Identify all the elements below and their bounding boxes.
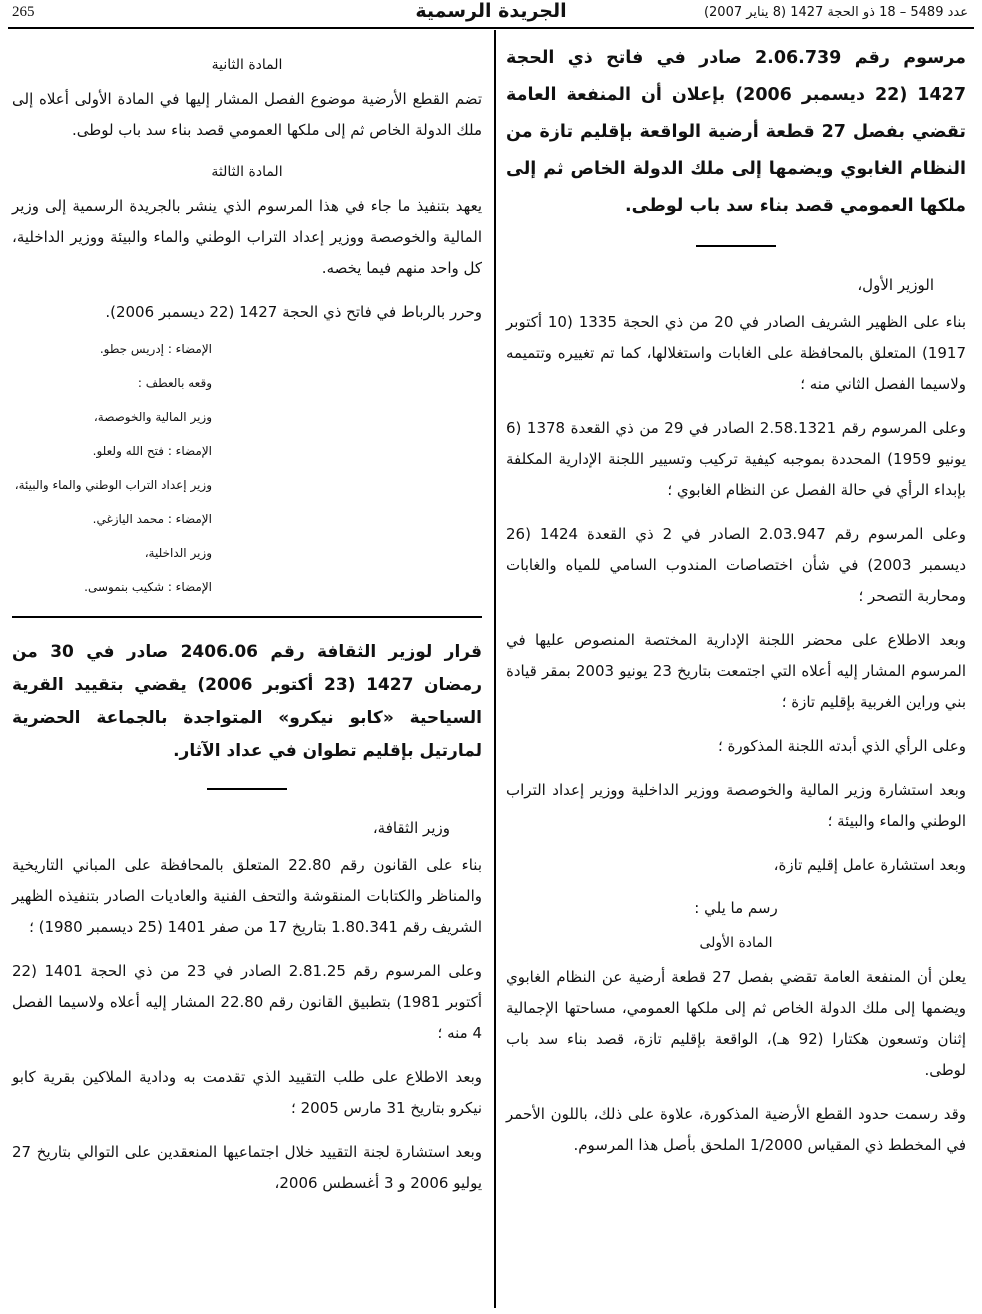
prime-minister-signature: الإمضاء : إدريس جطو.	[99, 342, 212, 356]
article-1-paragraph: يعلن أن المنفعة العامة تقضي بفصل 27 قطعة أرضية عن النظام الغابوي ويضمها إلى ملك الدولة الخاص ثم إلى ملكها العمومي، مساحتها الإجمالية إثنان وتسعون هكتارا (92 هـ)، الواقعة بإقليم تازة، قصد بناء سد باب لوطى.	[506, 968, 966, 1079]
title-separator	[696, 245, 776, 247]
signature-block	[12, 341, 482, 596]
journal-title: الجريدة الرسمية	[415, 0, 567, 22]
signatory-minister: وزير المالية والخوصصة،	[93, 410, 212, 424]
article-3-text: يعهد بتنفيذ ما جاء في هذا المرسوم الذي ينشر بالجريدة الرسمية إلى وزير المالية والخوصصة ووزير إعداد التراب الوطني والماء والبيئة ووزير الداخلية، كل واحد منهم فيما يخصه.	[12, 197, 482, 277]
page-header	[0, 0, 982, 30]
signatory-sign: الإمضاء : شكيب بنموسى.	[84, 580, 212, 594]
decision-paragraph: وبعد استشارة لجنة التقييد خلال اجتماعيها المنعقدين على التوالي بتاريخ 27 يوليو 2006 و 3 أغسطس 2006،	[12, 1143, 482, 1192]
decree-title: مرسوم رقم 2.06.739 صادر في فاتح ذي الحجة 1427 (22 ديسمبر 2006) بإعلان أن المنفعة العامة تقضي بفصل 27 قطعة أرضية الواقعة بإقليم تازة من النظام الغابوي ويضمها إلى ملك الدولة الخاص ثم إلى ملكها العمومي قصد بناء سد باب لوطى.	[506, 48, 967, 216]
decision-paragraph: بناء على القانون رقم 22.80 المتعلق بالمحافظة على المباني التاريخية والمناظر والكتابات المنقوشة والتحف الفنية والعاديات الصادر بتنفيذه الظهير الشريف رقم 1.80.341 بتاريخ 17 من صفر 1401 (25 ديسمبر 1980) ؛	[12, 856, 482, 936]
article-2-text: تضم القطع الأرضية موضوع الفصل المشار إليها في المادة الأولى أعلاه إلى ملك الدولة الخاص ثم إلى ملكها العمومي قصد بناء سد باب لوطى.	[12, 90, 482, 139]
countersigned-label: وقعه بالعطف :	[137, 376, 212, 390]
title-separator	[207, 788, 287, 790]
article-3-heading: المادة الثالثة	[211, 164, 283, 180]
right-column	[506, 40, 966, 1174]
article-1-heading: المادة الأولى	[699, 935, 773, 951]
done-at: وحرر بالرباط في فاتح ذي الحجة 1427 (22 ديسمبر 2006).	[105, 303, 482, 321]
decision-title: قرار لوزير الثقافة رقم 2406.06 صادر في 30 من رمضان 1427 (23 أكتوبر 2006) يقضي بتقييد القرية السياحية «كابو نيكرو» المتواجدة بالجماعة الحضرية لمارتيل بإقليم تطوان في عداد الآثار.	[12, 642, 482, 761]
signatory-minister: وزير الداخلية،	[144, 546, 212, 560]
preamble-paragraph: بناء على الظهير الشريف الصادر في 20 من ذي الحجة 1335 (10 أكتوبر 1917) المتعلق بالمحافظة على الغابات واستغلالها، كما تم تغييره وتتميمه ولاسيما الفصل الثاني منه ؛	[506, 313, 966, 393]
decree-issuer: الوزير الأول،	[857, 276, 934, 294]
issue-info: عدد 5489 – 18 ذو الحجة 1427 (8 يناير 2007)	[703, 5, 968, 20]
section-rule	[12, 616, 482, 618]
decision-issuer: وزير الثقافة،	[372, 819, 450, 837]
preamble-paragraph: وعلى الرأي الذي أبدته اللجنة المذكورة ؛	[718, 737, 966, 755]
preamble-paragraph: وبعد استشارة وزير المالية والخوصصة ووزير الداخلية ووزير إعداد التراب الوطني والماء والبيئة ؛	[506, 781, 966, 830]
decision-paragraph: وبعد الاطلاع على طلب التقييد الذي تقدمت به ودادية الملاكين بقرية كابو نيكرو بتاريخ 31 مارس 2005 ؛	[12, 1068, 482, 1117]
signatory-sign: الإمضاء : فتح الله ولعلو.	[92, 444, 212, 458]
preamble-paragraph: وبعد الاطلاع على محضر اللجنة الإدارية المختصة المنصوص عليها في المرسوم المشار إليه أعلاه التي اجتمعت بتاريخ 23 يونيو 2003 بمقر قيادة بني وراين الغربية بإقليم تازة ؛	[506, 631, 966, 711]
decrees-statement: رسم ما يلي :	[694, 899, 778, 917]
article-2-heading: المادة الثانية	[211, 57, 283, 73]
column-divider	[494, 30, 496, 1308]
signatory-minister: وزير إعداد التراب الوطني والماء والبيئة،	[14, 478, 212, 492]
preamble-paragraph: وبعد استشارة عامل إقليم تازة،	[773, 856, 966, 874]
preamble-paragraph: وعلى المرسوم رقم 2.58.1321 الصادر في 29 من ذي القعدة 1378 (6 يونيو 1959) المحددة بموجبه كيفية تركيب وتسيير اللجنة الإدارية المكلفة بإبداء الرأي في حالة الفصل عن النظام الغابوي ؛	[506, 419, 966, 499]
left-column	[12, 48, 482, 1212]
article-1-paragraph: وقد رسمت حدود القطع الأرضية المذكورة، علاوة على ذلك، باللون الأحمر في المخطط ذي المقياس 1/2000 الملحق بأصل هذا المرسوم.	[506, 1105, 966, 1154]
preamble-paragraph: وعلى المرسوم رقم 2.03.947 الصادر في 2 ذي القعدة 1424 (26 ديسمبر 2003) في شأن اختصاصات المندوب السامي للمياه والغابات ومحاربة التصحر ؛	[506, 525, 967, 605]
page-number: 265	[12, 4, 35, 20]
decision-paragraph: وعلى المرسوم رقم 2.81.25 الصادر في 23 من ذي الحجة 1401 (22 أكتوبر 1981) بتطبيق القانون رقم 22.80 المشار إليه أعلاه ولاسيما الفصل 4 منه ؛	[12, 962, 482, 1042]
signatory-sign: الإمضاء : محمد اليازغي.	[92, 512, 212, 526]
header-rule	[8, 27, 974, 29]
